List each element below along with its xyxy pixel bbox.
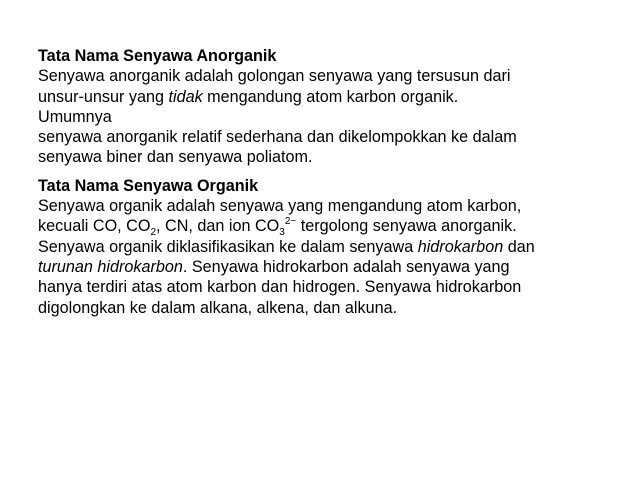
text-line: digolongkan ke dalam alkana, alkena, dan alkuna.	[38, 298, 398, 317]
text-fragment: , CN, dan ion CO	[156, 217, 280, 236]
text-fragment: dan	[503, 237, 535, 256]
italic-term-hidrokarbon: hidrokarbon	[417, 237, 504, 256]
text-line: Senyawa anorganik adalah golongan senyawa yang tersusun dari	[38, 67, 511, 86]
section-anorganik	[38, 46, 628, 168]
text-fragment: mengandung atom karbon organik.	[202, 87, 459, 106]
italic-term-tidak: tidak	[168, 87, 203, 106]
text-line	[38, 87, 628, 107]
text-line: hanya terdiri atas atom karbon dan hidrogen. Senyawa hidrokarbon	[38, 278, 522, 297]
text-line	[38, 237, 628, 257]
subscript: 3	[279, 227, 285, 239]
heading-organik: Tata Nama Senyawa Organik	[38, 176, 259, 195]
text-line	[38, 216, 628, 239]
text-fragment: Senyawa organik diklasifikasikan ke dalam senyawa	[38, 237, 418, 256]
italic-term-turunan-hidrokarbon: turunan hidrokarbon	[38, 257, 183, 276]
text-fragment: . Senyawa hidrokarbon adalah senyawa yang	[182, 257, 510, 276]
section-organik	[38, 176, 628, 318]
text-line: Umumnya	[38, 107, 112, 126]
slide-content	[38, 46, 628, 318]
text-line: Senyawa organik adalah senyawa yang mengandung atom karbon,	[38, 197, 522, 216]
text-line: senyawa anorganik relatif sederhana dan dikelompokkan ke dalam	[38, 128, 517, 147]
text-line: senyawa biner dan senyawa poliatom.	[38, 148, 313, 167]
text-line	[38, 257, 628, 277]
text-fragment: tergolong senyawa anorganik.	[296, 217, 517, 236]
heading-anorganik: Tata Nama Senyawa Anorganik	[38, 47, 277, 65]
text-fragment: kecuali CO, CO	[38, 217, 151, 236]
superscript-charge: 2−	[284, 216, 297, 228]
subscript: 2	[150, 227, 157, 239]
text-fragment: unsur-unsur yang	[38, 87, 169, 106]
